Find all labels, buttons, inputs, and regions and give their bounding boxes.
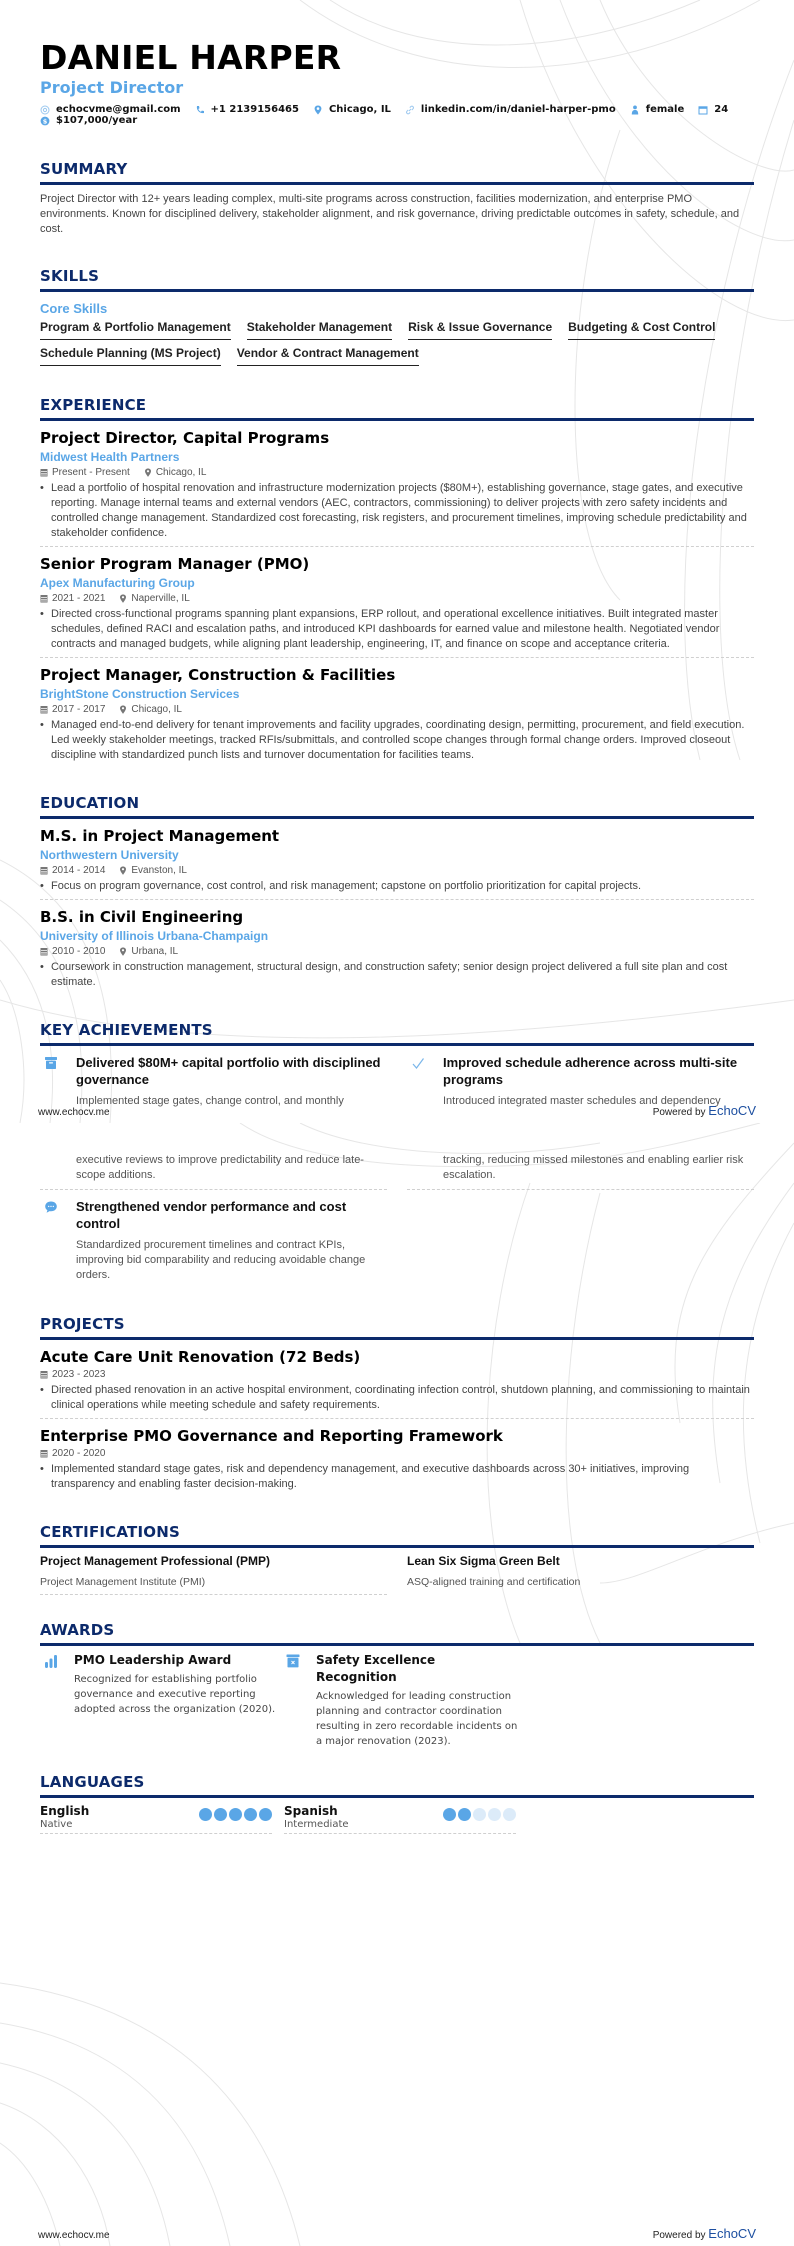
candidate-title: Project Director	[40, 78, 184, 97]
entry-meta	[40, 1448, 754, 1459]
experience-entry	[40, 658, 754, 768]
entry-bullet: • Coursework in construction management, structural design, and construction safety; senior design project delivered a full site plan and cost estimate.	[40, 960, 754, 990]
bar-chart-icon	[40, 1652, 62, 1749]
experience-section	[40, 396, 754, 768]
job-title: Project Manager, Construction & Facilities	[40, 666, 396, 684]
contact-list	[40, 104, 754, 126]
experience-entry	[40, 421, 754, 547]
section-title-awards: AWARDS	[40, 1621, 115, 1639]
entry-bullet: • Lead a portfolio of hospital renovation and infrastructure modernization projects ($80M+), establishing governance, stage gates, and executive reporting. Manage internal teams and external vendors (AEC, contractors, commissioning) to deliver projects with zero safety incidents and controlled change management. Standardized cost forecasting, risk registers, and procurement timelines, improving schedule predictability and stakeholder confidence.	[40, 481, 754, 541]
entry-dates: 2014 - 2014	[52, 865, 106, 876]
calendar-icon	[40, 1370, 48, 1379]
rating-dot-filled	[443, 1808, 456, 1821]
phone-icon	[195, 105, 205, 115]
location-icon	[119, 866, 127, 875]
rating-dot-filled	[458, 1808, 471, 1821]
education-section	[40, 794, 754, 995]
rating-dot-filled	[214, 1808, 227, 1821]
achievement-title: Delivered $80M+ capital portfolio with disciplined governance	[76, 1055, 381, 1087]
entry-bullet: • Focus on program governance, cost control, and risk management; capstone on portfolio prioritization for capital projects.	[40, 879, 754, 894]
section-title-achievements: KEY ACHIEVEMENTS	[40, 1021, 213, 1039]
calendar-icon	[40, 705, 48, 714]
entry-dates: 2010 - 2010	[52, 946, 106, 957]
svg-text:$: $	[42, 116, 48, 125]
calendar-icon	[40, 468, 48, 477]
chat-bubble-icon	[40, 1198, 62, 1283]
achievement-desc: Implemented stage gates, change control, and monthly	[76, 1095, 344, 1107]
skill-tag: Program & Portfolio Management	[40, 320, 231, 340]
certification-title: Lean Six Sigma Green Belt	[407, 1554, 560, 1568]
calendar-icon	[40, 594, 48, 603]
contact-phone[interactable]: +1 2139156465	[195, 104, 299, 115]
entry-meta	[40, 467, 754, 478]
location-icon	[119, 947, 127, 956]
entry-location: Naperville, IL	[131, 593, 190, 604]
archive-box-icon	[40, 1054, 62, 1109]
language-level: Intermediate	[284, 1819, 349, 1830]
calendar-icon	[40, 1449, 48, 1458]
entry-location: Chicago, IL	[131, 704, 182, 715]
footer-site-link[interactable]: www.echocv.me	[38, 1107, 110, 1118]
checkmark-icon	[407, 1054, 429, 1109]
location-icon	[313, 105, 323, 115]
entry-bullet: • Implemented standard stage gates, risk and dependency management, and executive dashboards across 30+ initiatives, improving transparency and enabling faster decision-making.	[40, 1462, 754, 1492]
certification-item	[40, 1554, 387, 1595]
certifications-section	[40, 1523, 754, 1595]
rating-dot-empty	[503, 1808, 516, 1821]
language-item	[40, 1804, 272, 1834]
rating-dot-filled	[229, 1808, 242, 1821]
footer-powered-by: Powered by EchoCV	[652, 1103, 756, 1118]
achievements-section	[40, 1021, 754, 1115]
company-name: BrightStone Construction Services	[40, 687, 240, 701]
achievement-title: Improved schedule adherence across multi-site programs	[443, 1055, 738, 1087]
language-rating	[199, 1804, 272, 1830]
person-icon	[630, 105, 640, 115]
awards-section	[40, 1621, 754, 1749]
candidate-name: DANIEL HARPER	[40, 38, 342, 77]
section-divider	[40, 1643, 754, 1646]
certification-issuer: ASQ-aligned training and certification	[407, 1576, 581, 1588]
achievements-continuation	[40, 1123, 754, 1190]
calendar-icon	[40, 947, 48, 956]
entry-bullet: • Managed end-to-end delivery for tenant improvements and facility upgrades, coordinating design, permitting, procurement, and field execution. Led weekly stakeholder meetings, tracked RFIs/submittals, and controlled scope changes through formal change orders. Improved closeout discipline with standardized punch lists and turnover documentation for facilities teams.	[40, 718, 754, 763]
entry-dates: 2023 - 2023	[52, 1369, 106, 1380]
location-icon	[144, 468, 152, 477]
certification-title: Project Management Professional (PMP)	[40, 1554, 271, 1568]
award-item	[282, 1652, 518, 1749]
degree-title: B.S. in Civil Engineering	[40, 908, 244, 926]
salary-icon	[40, 116, 50, 126]
achievement-item	[40, 1190, 387, 1289]
footer-brand[interactable]: EchoCV	[708, 1103, 756, 1118]
entry-meta	[40, 704, 754, 715]
achievement-desc-continued: tracking, reducing missed milestones and enabling earlier risk escalation.	[407, 1153, 754, 1190]
section-divider	[40, 1545, 754, 1548]
location-icon	[119, 705, 127, 714]
footer-site-link[interactable]: www.echocv.me	[38, 2230, 110, 2241]
summary-text: Project Director with 12+ years leading complex, multi-site programs across construction, facilities modernization, and enterprise PMO environments. Known for disciplined delivery, stakeholder alignment, and risk governance, driving predictable outcomes in safety, schedule, and cost.	[40, 193, 740, 235]
entry-bullet: • Directed cross-functional programs spanning plant expansions, ERP rollout, and operational excellence initiatives. Built integrated master schedules, defined RACI and escalation paths, and introduced KPI dashboards for earned value and milestone health. Negotiated vendor contracts and managed budgets, while aligning plant leadership, engineering, IT, and finance on scope and acceptance criteria.	[40, 607, 754, 652]
entry-dates: 2017 - 2017	[52, 704, 106, 715]
entry-meta	[40, 865, 754, 876]
skills-list	[40, 320, 754, 366]
language-rating	[443, 1804, 516, 1830]
contact-email[interactable]: echocvme@gmail.com	[40, 104, 181, 115]
archive-x-icon	[282, 1652, 304, 1749]
language-name: Spanish	[284, 1804, 338, 1818]
calendar-icon	[698, 105, 708, 115]
skill-tag: Risk & Issue Governance	[408, 320, 552, 340]
rating-dot-filled	[259, 1808, 272, 1821]
job-title: Project Director, Capital Programs	[40, 429, 330, 447]
skill-tag: Vendor & Contract Management	[237, 346, 419, 366]
award-desc: Recognized for establishing portfolio governance and executive reporting adopted across the organization (2020).	[74, 1674, 276, 1715]
footer-brand[interactable]: EchoCV	[708, 2226, 756, 2241]
page-footer	[38, 1104, 756, 1118]
section-divider	[40, 289, 754, 292]
contact-gender: female	[630, 104, 685, 115]
section-title-summary: SUMMARY	[40, 160, 128, 178]
skills-section	[40, 267, 754, 366]
award-desc: Acknowledged for leading construction planning and contractor coordination resulting in zero recordable incidents on a major renovation (2023).	[316, 1691, 518, 1747]
rating-dot-empty	[473, 1808, 486, 1821]
certification-item	[407, 1554, 754, 1595]
project-entry	[40, 1419, 754, 1497]
entry-meta	[40, 946, 754, 957]
company-name: Apex Manufacturing Group	[40, 576, 195, 590]
section-title-projects: PROJECTS	[40, 1315, 125, 1333]
page-footer	[38, 2227, 756, 2241]
entry-location: Chicago, IL	[155, 467, 207, 478]
rating-dot-filled	[199, 1808, 212, 1821]
language-item	[284, 1804, 516, 1834]
entry-location: Evanston, IL	[131, 865, 187, 876]
project-entry	[40, 1340, 754, 1419]
contact-salary: $ $107,000/year	[40, 115, 137, 126]
achievement-desc-continued: executive reviews to improve predictability and reduce late-scope additions.	[40, 1153, 387, 1190]
footer-powered-by: Powered by EchoCV	[652, 2226, 756, 2241]
job-title: Senior Program Manager (PMO)	[40, 555, 310, 573]
skill-tag: Stakeholder Management	[247, 320, 392, 340]
section-title-skills: SKILLS	[40, 267, 100, 285]
link-icon	[405, 105, 415, 115]
entry-bullet: • Directed phased renovation in an active hospital environment, coordinating infection control, shutdown planning, and commissioning to maintain clinical operations while meeting schedule and safety requirements.	[40, 1383, 754, 1413]
section-title-certifications: CERTIFICATIONS	[40, 1523, 180, 1541]
section-title-experience: EXPERIENCE	[40, 396, 147, 414]
skills-group-title: Core Skills	[40, 301, 108, 316]
location-icon	[119, 594, 127, 603]
school-name: University of Illinois Urbana-Champaign	[40, 929, 269, 943]
degree-title: M.S. in Project Management	[40, 827, 280, 845]
achievement-desc: Introduced integrated master schedules and dependency	[443, 1095, 721, 1107]
language-level: Native	[40, 1819, 73, 1830]
entry-meta	[40, 593, 754, 604]
experience-entry	[40, 547, 754, 658]
section-divider	[40, 1795, 754, 1798]
section-title-education: EDUCATION	[40, 794, 140, 812]
entry-dates: 2020 - 2020	[52, 1448, 106, 1459]
entry-meta	[40, 1369, 754, 1380]
rating-dot-filled	[244, 1808, 257, 1821]
entry-location: Urbana, IL	[131, 946, 179, 957]
project-title: Acute Care Unit Renovation (72 Beds)	[40, 1348, 361, 1366]
company-name: Midwest Health Partners	[40, 450, 180, 464]
language-name: English	[40, 1804, 90, 1818]
award-item	[40, 1652, 276, 1749]
entry-dates: 2021 - 2021	[52, 593, 106, 604]
achievement-title: Strengthened vendor performance and cost control	[76, 1199, 347, 1231]
school-name: Northwestern University	[40, 848, 179, 862]
section-title-languages: LANGUAGES	[40, 1773, 145, 1791]
rating-dot-empty	[488, 1808, 501, 1821]
contact-location: Chicago, IL	[313, 104, 391, 115]
email-icon	[40, 105, 50, 115]
section-divider	[40, 182, 754, 185]
education-entry	[40, 819, 754, 900]
award-title: PMO Leadership Award	[74, 1653, 232, 1667]
achievement-desc: Standardized procurement timelines and contract KPIs, improving bid comparability and reducing avoidable change orders.	[76, 1239, 366, 1281]
project-title: Enterprise PMO Governance and Reporting Framework	[40, 1427, 503, 1445]
entry-dates: Present - Present	[52, 467, 130, 478]
contact-linkedin[interactable]: linkedin.com/in/daniel-harper-pmo	[405, 104, 616, 115]
skill-tag: Budgeting & Cost Control	[568, 320, 715, 340]
award-title: Safety Excellence Recognition	[316, 1653, 436, 1684]
education-entry	[40, 900, 754, 995]
contact-age: 24	[698, 104, 728, 115]
resume-header	[40, 0, 754, 126]
resume-page-2	[0, 1123, 794, 2246]
skill-tag: Schedule Planning (MS Project)	[40, 346, 221, 366]
languages-section	[40, 1773, 754, 1834]
projects-section	[40, 1315, 754, 1497]
summary-section	[40, 160, 754, 237]
certification-issuer: Project Management Institute (PMI)	[40, 1576, 206, 1588]
calendar-icon	[40, 866, 48, 875]
